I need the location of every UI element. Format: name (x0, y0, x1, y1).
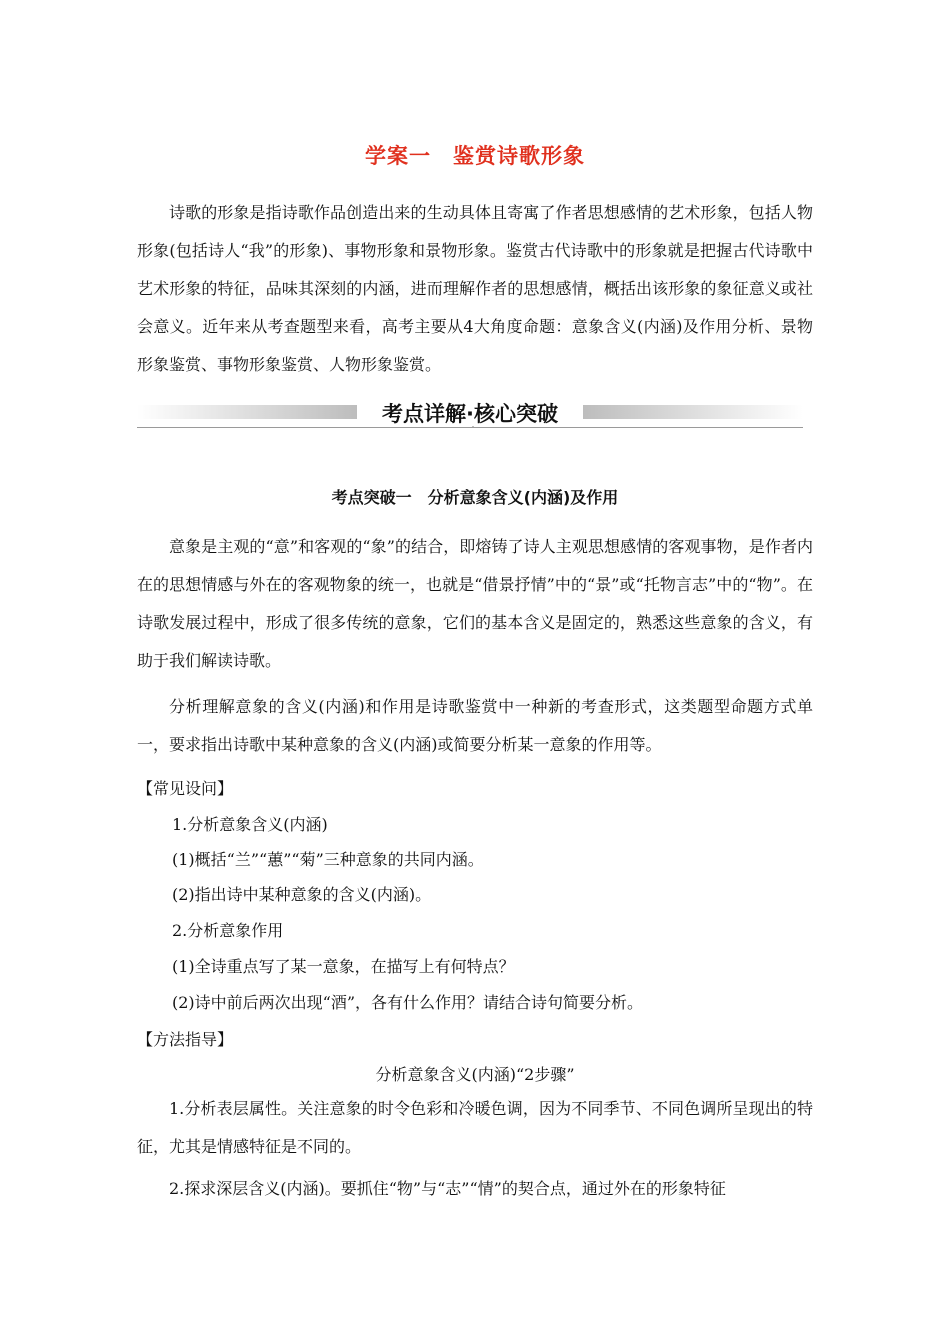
method-step-2: 2.探求深层含义(内涵)。要抓住“物”与“志”“情”的契合点，通过外在的形象特征 (169, 1179, 726, 1198)
section-paragraph-2: 分析理解意象的含义(内涵)和作用是诗歌鉴赏中一种新的考查形式，这类题型命题方式单一，要求指出诗歌中某种意象的含义(内涵)或简要分析某一意象的作用等。 (137, 697, 813, 754)
question-item: (2)诗中前后两次出现“酒”，各有什么作用？请结合诗句简要分析。 (172, 993, 644, 1012)
section-banner (137, 400, 803, 430)
method-step-1: 1.分析表层属性。关注意象的时令色彩和冷暖色调，因为不同季节、不同色调所呈现出的特征，尤其是情感特征是不同的。 (137, 1099, 813, 1156)
question-item: (2)指出诗中某种意象的含义(内涵)。 (172, 885, 432, 904)
question-item: 2.分析意象作用 (172, 921, 284, 940)
banner-heading-text: 考点详解·核心突破 (374, 402, 566, 426)
question-item: (1)概括“兰”“蕙”“菊”三种意象的共同内涵。 (172, 850, 484, 869)
intro-paragraph: 诗歌的形象是指诗歌作品创造出来的生动具体且寄寓了作者思想感情的艺术形象，包括人物形象(包括诗人“我”的形象)、事物形象和景物形象。鉴赏古代诗歌中的形象就是把握古代诗歌中艺术形象的特征，品味其深刻的内涵，进而理解作者的思想感情，概括出该形象的象征意义或社会意义。近年来从考查题型来看，高考主要从4大角度命题：意象含义(内涵)及作用分析、景物形象鉴赏、事物形象鉴赏、人物形象鉴赏。 (137, 203, 813, 374)
page-title: 学案一 鉴赏诗歌形象 (365, 144, 585, 168)
section-paragraph-1: 意象是主观的“意”和客观的“象”的结合，即熔铸了诗人主观思想感情的客观事物，是作者内在的思想情感与外在的客观物象的统一，也就是“借景抒情”中的“景”或“托物言志”中的“物”。在诗歌发展过程中，形成了很多传统的意象，它们的基本含义是固定的，熟悉这些意象的含义，有助于我们解读诗歌。 (137, 537, 813, 670)
common-questions-label: 【常见设问】 (137, 779, 234, 798)
question-item: 1.分析意象含义(内涵) (172, 815, 328, 834)
method-subtitle: 分析意象含义(内涵)“2步骤” (375, 1065, 575, 1084)
banner-heading (137, 398, 803, 428)
section-title: 考点突破一 分析意象含义(内涵)及作用 (331, 488, 619, 507)
question-item: (1)全诗重点写了某一意象，在描写上有何特点？ (172, 957, 515, 976)
method-label: 【方法指导】 (137, 1030, 234, 1049)
